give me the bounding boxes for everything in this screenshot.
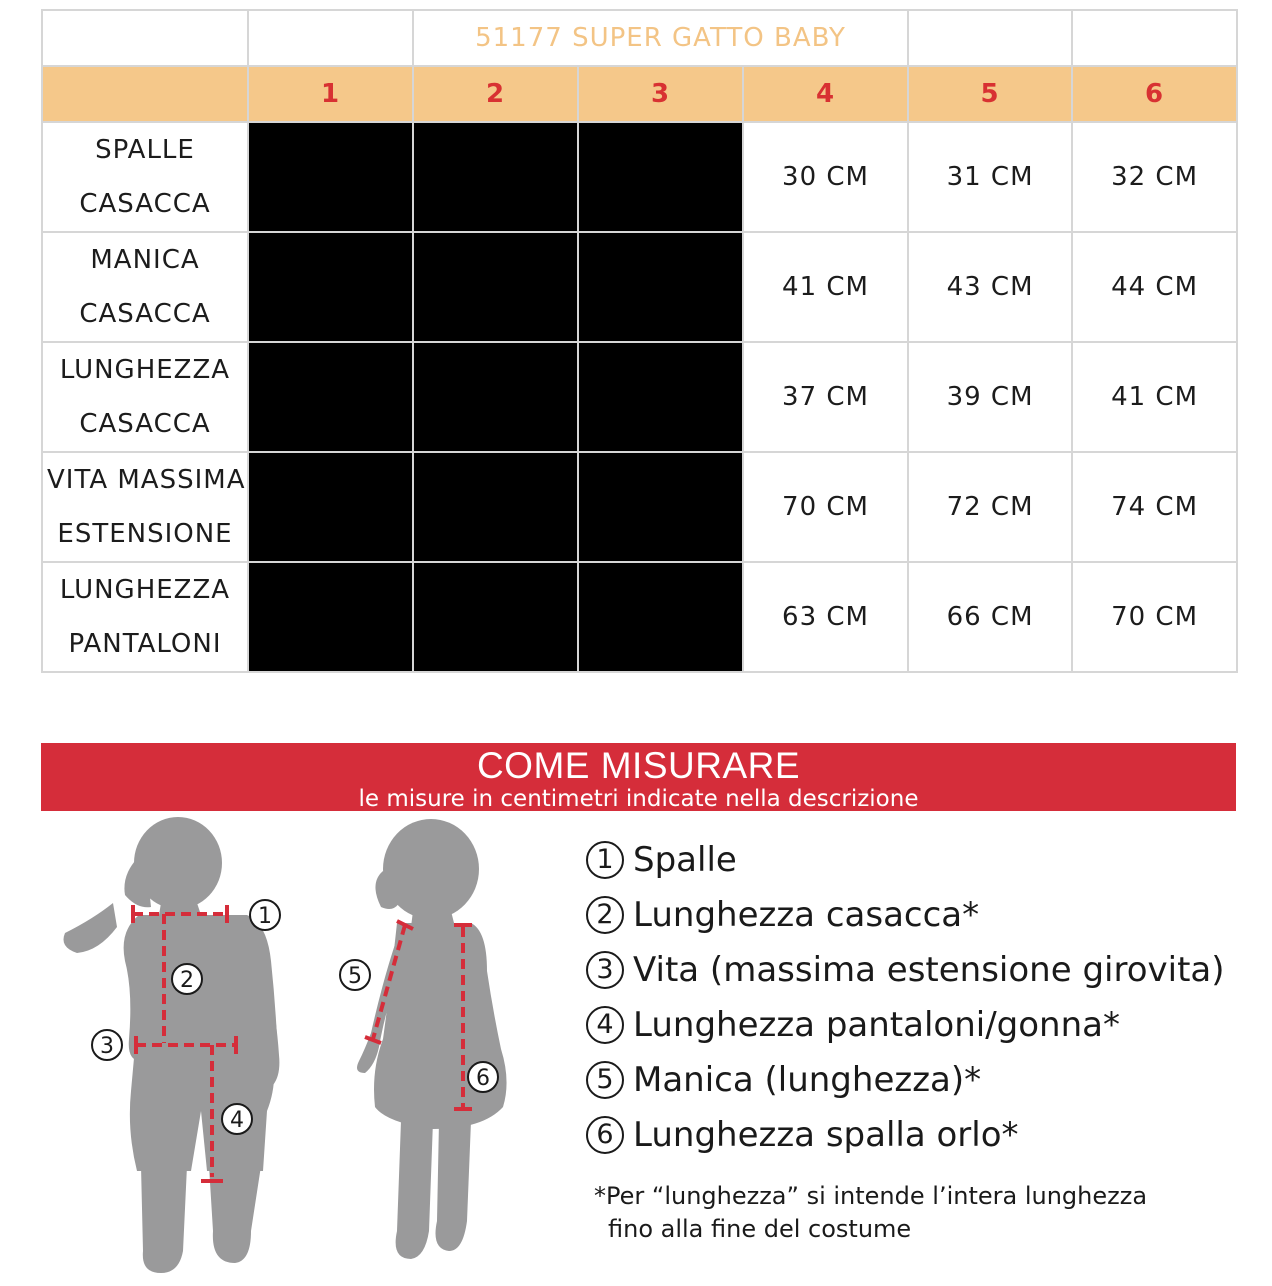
empty-cell — [42, 10, 248, 66]
size-header-cell: 4 — [743, 66, 908, 122]
row-label: VITA MASSIMA ESTENSIONE — [42, 452, 248, 562]
row-label: LUNGHEZZA PANTALONI — [42, 562, 248, 672]
measure-cell: 72 CM — [908, 452, 1072, 562]
unavailable-cell — [413, 452, 578, 562]
legend-number: 1 — [586, 841, 624, 879]
row-label: LUNGHEZZA CASACCA — [42, 342, 248, 452]
legend-text: Manica (lunghezza)* — [633, 1059, 982, 1100]
girl-silhouette — [357, 819, 507, 1259]
measure-cell: 43 CM — [908, 232, 1072, 342]
empty-cell — [908, 10, 1072, 66]
footnote-line-1: *Per “lunghezza” si intende l’intera lunghezza — [594, 1182, 1148, 1210]
unavailable-cell — [248, 452, 413, 562]
legend-number: 6 — [586, 1116, 624, 1154]
unavailable-cell — [413, 232, 578, 342]
table-row — [42, 122, 1237, 232]
unavailable-cell — [413, 342, 578, 452]
table-row — [42, 232, 1237, 342]
marker-6 — [468, 1062, 498, 1092]
svg-text:3: 3 — [100, 1034, 114, 1059]
unavailable-cell — [578, 342, 743, 452]
empty-cell — [1072, 10, 1237, 66]
svg-text:6: 6 — [476, 1066, 490, 1091]
measure-cell: 74 CM — [1072, 452, 1237, 562]
size-header-cell: 5 — [908, 66, 1072, 122]
svg-text:5: 5 — [348, 964, 362, 989]
legend-item — [586, 942, 1266, 997]
unavailable-cell — [578, 122, 743, 232]
banner-title: COME MISURARE — [476, 745, 801, 786]
marker-5 — [340, 960, 370, 990]
unavailable-cell — [578, 562, 743, 672]
measurement-figures — [41, 811, 561, 1281]
footnote-line-2: fino alla fine del costume — [608, 1215, 912, 1243]
svg-text:1: 1 — [258, 904, 272, 929]
unavailable-cell — [248, 122, 413, 232]
measure-cell: 30 CM — [743, 122, 908, 232]
size-header-cell: 6 — [1072, 66, 1237, 122]
measure-cell: 70 CM — [743, 452, 908, 562]
size-header-cell: 2 — [413, 66, 578, 122]
measure-cell: 70 CM — [1072, 562, 1237, 672]
unavailable-cell — [248, 562, 413, 672]
measure-cell: 63 CM — [743, 562, 908, 672]
legend-text: Spalle — [633, 839, 737, 880]
unavailable-cell — [248, 342, 413, 452]
legend-item — [586, 997, 1266, 1052]
product-title: 51177 SUPER GATTO BABY — [413, 10, 908, 66]
banner-subtitle: le misure in centimetri indicate nella descrizione — [358, 786, 919, 812]
how-to-measure-banner — [41, 743, 1236, 811]
size-header-corner — [42, 66, 248, 122]
legend-text: Lunghezza spalla orlo* — [633, 1114, 1019, 1155]
legend-text: Vita (massima estensione girovita) — [633, 949, 1225, 990]
row-label: SPALLE CASACCA — [42, 122, 248, 232]
legend-number: 3 — [586, 951, 624, 989]
measure-cell: 31 CM — [908, 122, 1072, 232]
marker-1 — [250, 900, 280, 930]
legend-item — [586, 832, 1266, 887]
svg-text:2: 2 — [180, 968, 194, 993]
legend-item — [586, 1052, 1266, 1107]
measure-cell: 39 CM — [908, 342, 1072, 452]
unavailable-cell — [248, 232, 413, 342]
measure-legend — [586, 832, 1266, 1162]
size-header-cell: 3 — [578, 66, 743, 122]
row-label: MANICA CASACCA — [42, 232, 248, 342]
unavailable-cell — [578, 232, 743, 342]
legend-number: 2 — [586, 896, 624, 934]
unavailable-cell — [578, 452, 743, 562]
table-row — [42, 452, 1237, 562]
marker-2 — [172, 964, 202, 994]
legend-item — [586, 887, 1266, 942]
size-header-row — [42, 66, 1237, 122]
measure-cell: 44 CM — [1072, 232, 1237, 342]
empty-cell — [248, 10, 413, 66]
unavailable-cell — [413, 122, 578, 232]
size-header-cell: 1 — [248, 66, 413, 122]
measure-cell: 66 CM — [908, 562, 1072, 672]
measure-cell: 41 CM — [1072, 342, 1237, 452]
legend-item — [586, 1107, 1266, 1162]
size-table — [41, 9, 1238, 673]
measure-cell: 41 CM — [743, 232, 908, 342]
marker-4 — [222, 1104, 252, 1134]
length-footnote — [594, 1180, 1234, 1246]
measure-cell: 32 CM — [1072, 122, 1237, 232]
legend-text: Lunghezza pantaloni/gonna* — [633, 1004, 1120, 1045]
table-row — [42, 342, 1237, 452]
measure-cell: 37 CM — [743, 342, 908, 452]
svg-text:4: 4 — [230, 1108, 244, 1133]
title-row — [42, 10, 1237, 66]
unavailable-cell — [413, 562, 578, 672]
legend-number: 4 — [586, 1006, 624, 1044]
marker-3 — [92, 1030, 122, 1060]
legend-text: Lunghezza casacca* — [633, 894, 980, 935]
legend-number: 5 — [586, 1061, 624, 1099]
table-row — [42, 562, 1237, 672]
